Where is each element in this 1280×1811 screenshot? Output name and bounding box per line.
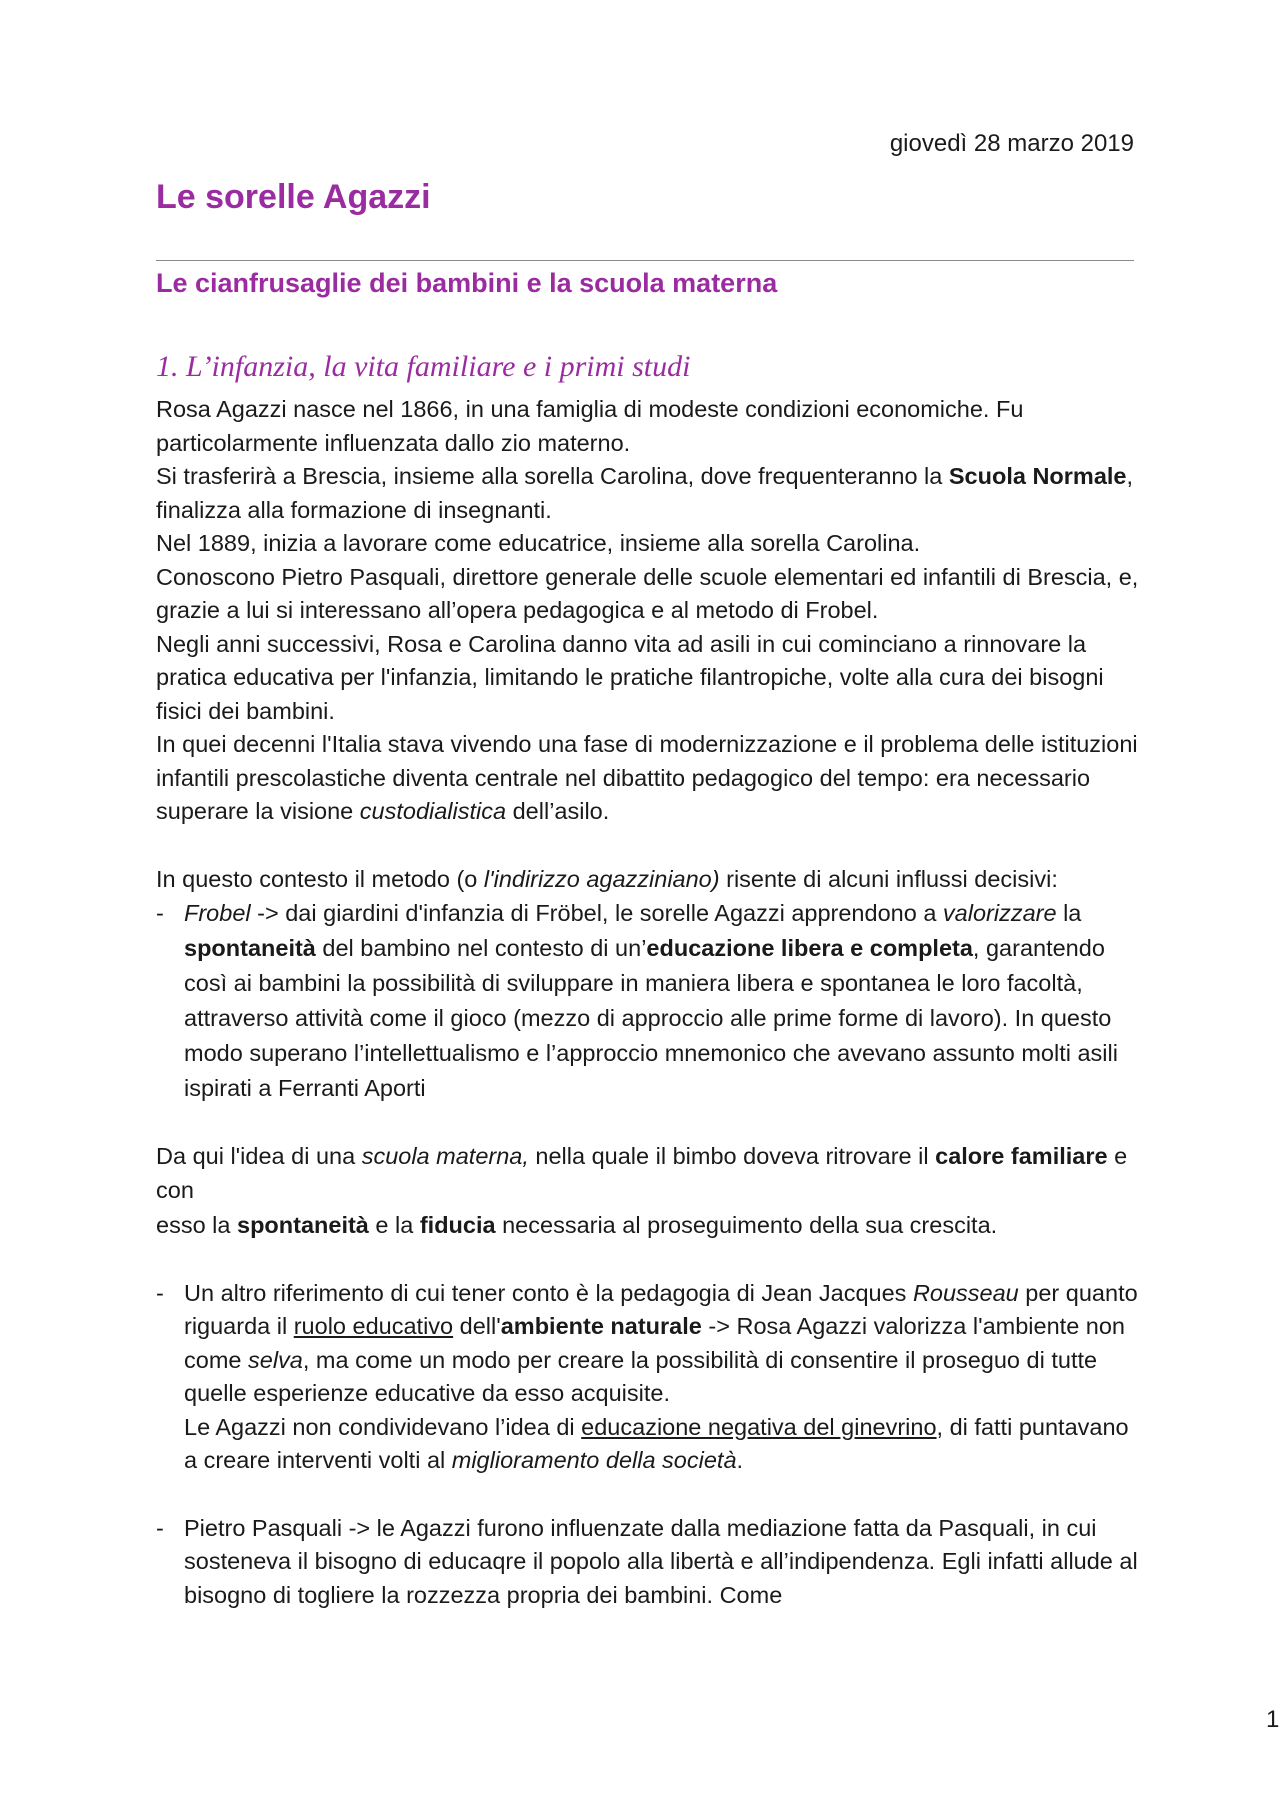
paragraph: In questo contesto il metodo (o l'indirizzo agazziniano) risente di alcuni influssi decisivi: (156, 865, 1058, 892)
page-number: 1 (1266, 1706, 1280, 1733)
list-item: - Pietro Pasquali -> le Agazzi furono influenzate dalla mediazione fatta da Pasquali, in cui sosteneva il bisogno di educaqre il popolo alla libertà e all’indipendenza. Egli infatti allude al bisogno di togliere la rozzezza propria dei bambini. Come (156, 1512, 1146, 1613)
document-date: giovedì 28 marzo 2019 (889, 130, 1134, 157)
list-item: - Frobel -> dai giardini d'infanzia di Fröbel, le sorelle Agazzi apprendono a valorizzare la spontaneità del bambino nel contesto di un’educazione libera e completa, garantendo così ai bambini la possibilità di sviluppare in maniera libera e spontanea le loro facoltà, attraverso attività come il gioco (mezzo di approccio alle prime forme di lavoro). In questo modo superano l’intellettualismo e l’approccio mnemonico che avevano assunto molti asili ispirati a Ferranti Aporti (156, 896, 1146, 1106)
list-dash: - (156, 900, 164, 926)
paragraph: In quei decenni l'Italia stava vivendo una fase di modernizzazione e il problema delle istituzioni infantili prescolastiche diventa centrale nel dibattito pedagogico del tempo: era necessario superare la visione custodialistica dell’asilo. (156, 731, 1138, 824)
paragraph: Da qui l'idea di una scuola materna, nella quale il bimbo doveva ritrovare il calore familiare e con (156, 1143, 1128, 1203)
section-heading: 1. L’infanzia, la vita familiare e i primi studi (156, 350, 691, 383)
list-dash: - (156, 1279, 164, 1306)
document-title: Le sorelle Agazzi (156, 178, 431, 216)
document-body (156, 393, 1146, 1612)
document-subtitle: Le cianfrusaglie dei bambini e la scuola materna (156, 268, 778, 298)
list-item: - Un altro riferimento di cui tener conto è la pedagogia di Jean Jacques Rousseau per quanto riguarda il ruolo educativo dell'ambiente naturale -> Rosa Agazzi valorizza l'ambiente non come selva, ma come un modo per creare la possibilità di consentire il proseguo di tutte quelle esperienze educative da esso acquisite. Le Agazzi non condividevano l’idea di educazione negativa del ginevrino, di fatti puntavano a creare interventi volti al miglioramento della società. (156, 1277, 1146, 1478)
title-divider (156, 260, 1134, 261)
paragraph: Negli anni successivi, Rosa e Carolina danno vita ad asili in cui cominciano a rinnovare la pratica educativa per l'infanzia, limitando le pratiche filantropiche, volte alla cura dei bisogni fisici dei bambini. (156, 630, 1104, 724)
paragraph: Rosa Agazzi nasce nel 1866, in una famiglia di modeste condizioni economiche. Fu particolarmente influenzata dallo zio materno. (156, 396, 1024, 456)
paragraph: esso la spontaneità e la fiducia necessaria al proseguimento della sua crescita. (156, 1212, 998, 1238)
paragraph: Conoscono Pietro Pasquali, direttore generale delle scuole elementari ed infantili di Brescia, e, grazie a lui si interessano all’opera pedagogica e al metodo di Frobel. (156, 563, 1139, 623)
paragraph: Si trasferirà a Brescia, insieme alla sorella Carolina, dove frequenteranno la Scuola Normale, finalizza alla formazione di insegnanti. (156, 463, 1134, 523)
bold-text: Scuola Normale (948, 463, 1127, 489)
paragraph: Nel 1889, inizia a lavorare come educatrice, insieme alla sorella Carolina. (156, 530, 921, 556)
list-dash: - (156, 1514, 164, 1541)
